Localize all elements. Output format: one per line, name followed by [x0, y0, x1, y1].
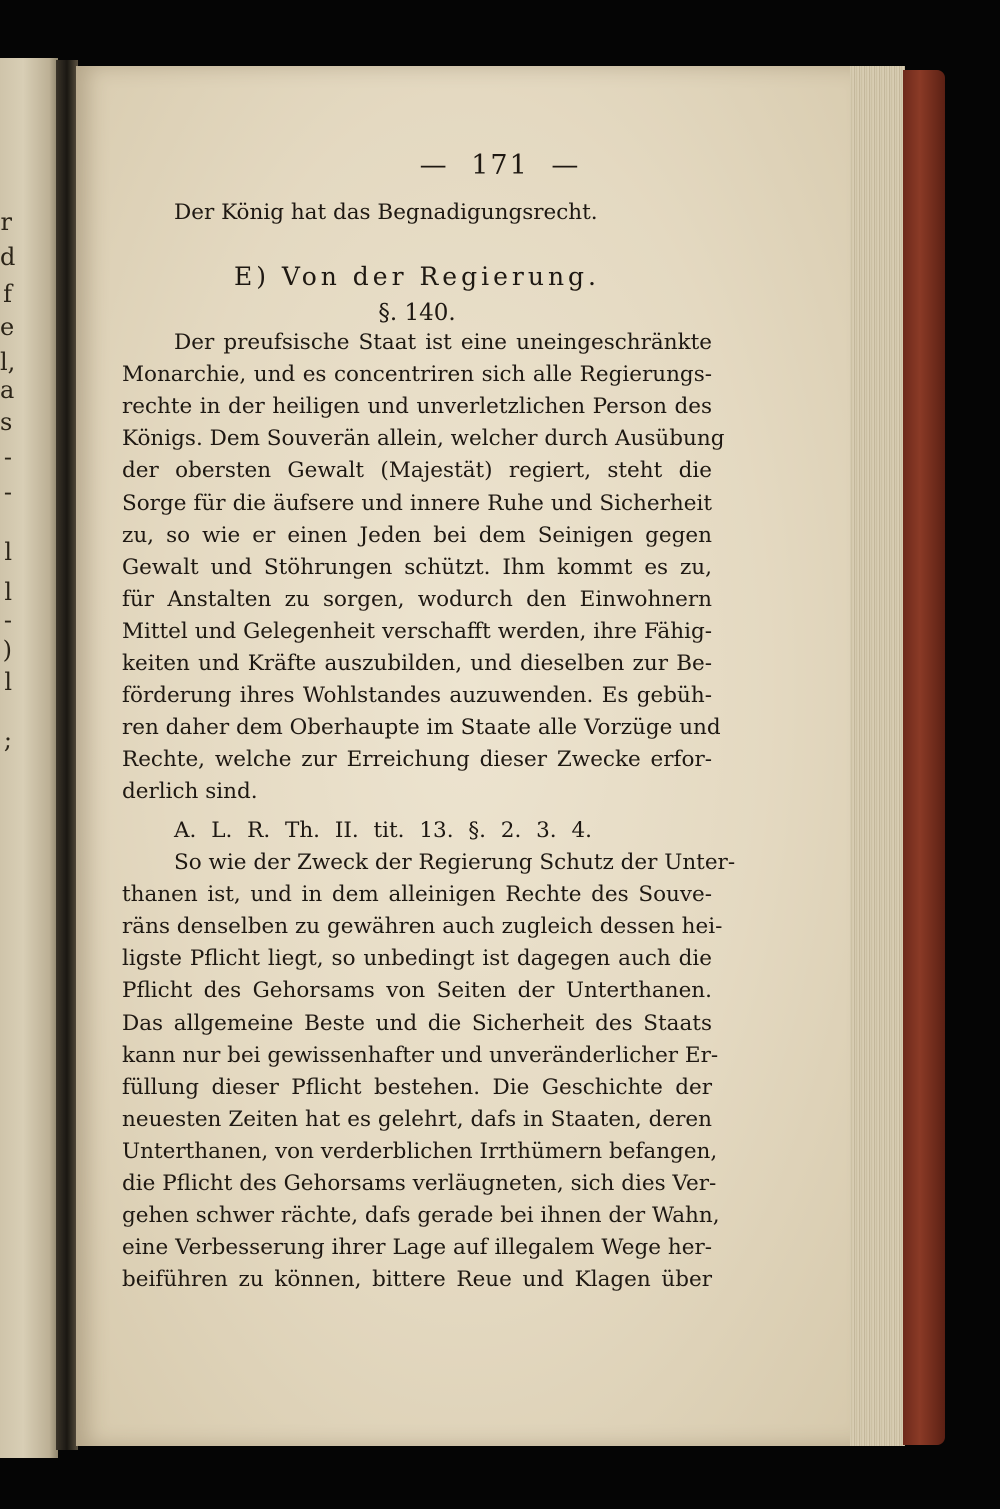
previous-page-fragment: e	[0, 313, 15, 341]
previous-page-fragment: s	[0, 408, 13, 436]
text-line: eine Verbesserung ihrer Lage auf illegalem Wege her-	[122, 1235, 712, 1261]
header-dash-left: —	[419, 150, 449, 181]
text-line: förderung ihres Wohlstandes auzuwenden. Es gebüh-	[122, 683, 712, 709]
previous-page-fragment: f	[3, 280, 12, 308]
text-line: räns denselben zu gewähren auch zugleich dessen hei-	[122, 914, 723, 940]
previous-page-fragment: l	[4, 578, 12, 606]
text-line: kann nur bei gewissenhafter und unveränderlicher Er-	[122, 1042, 719, 1068]
page-header	[0, 150, 1000, 181]
intro-line: Der König hat das Begnadigungsrecht.	[174, 200, 598, 225]
previous-page-fragment: l	[4, 668, 12, 696]
text-line: Monarchie, und es concentriren sich alle Regierungs-	[122, 362, 712, 388]
text-line: rechte in der heiligen und unverletzlichen Person des	[122, 394, 712, 420]
text-line: füllung dieser Pflicht bestehen. Die Geschichte der	[122, 1074, 712, 1100]
text-line: beiführen zu können, bittere Reue und Klagen über	[122, 1267, 712, 1293]
text-line: neuesten Zeiten hat es gelehrt, dafs in Staaten, deren	[122, 1106, 712, 1132]
text-line: Der preufsische Staat ist eine uneingeschränkte	[174, 330, 712, 355]
previous-page-fragment: l	[4, 538, 12, 566]
text-line: thanen ist, und in dem alleinigen Rechte des Souve-	[122, 882, 712, 908]
previous-page-fragment: -	[3, 443, 12, 471]
previous-page-fragment: l,	[0, 348, 16, 376]
text-line: derlich sind.	[122, 779, 258, 805]
text-line: zu, so wie er einen Jeden bei dem Seinigen gegen	[122, 522, 712, 548]
text-line: Gewalt und Stöhrungen schützt. Ihm kommt es zu,	[122, 554, 712, 580]
previous-page-fragment: r	[0, 208, 12, 236]
text-line: die Pflicht des Gehorsams verläugneten, sich dies Ver-	[122, 1171, 717, 1196]
paragraph-number: §. 140.	[378, 300, 456, 326]
text-line: Das allgemeine Beste und die Sicherheit des Staats	[122, 1010, 712, 1036]
previous-page-fragment: a	[0, 376, 15, 404]
previous-page-fragment: -	[3, 478, 12, 506]
text-line: Unterthanen, von verderblichen Irrthümern befangen,	[122, 1138, 718, 1164]
header-dash-right: —	[551, 150, 581, 181]
citation: A. L. R. Th. II. tit. 13. §. 2. 3. 4.	[174, 818, 592, 843]
text-line: für Anstalten zu sorgen, wodurch den Einwohnern	[122, 586, 712, 612]
previous-page-fragment: d	[0, 243, 16, 271]
text-line: gehen schwer rächte, dafs gerade bei ihnen der Wahn,	[122, 1203, 720, 1229]
section-heading: E) Von der Regierung.	[233, 262, 601, 291]
page-edges	[850, 66, 905, 1446]
book-gutter	[56, 60, 78, 1450]
text-line: Pflicht des Gehorsams von Seiten der Unterthanen.	[122, 978, 712, 1004]
text-line: Mittel und Gelegenheit verschafft werden, ihre Fähig-	[122, 618, 712, 644]
text-line: So wie der Zweck der Regierung Schutz der Unter-	[174, 850, 736, 875]
previous-page-fragment: )	[2, 636, 12, 664]
page-number: 171	[471, 150, 529, 181]
text-line: keiten und Kräfte auszubilden, und dieselben zur Be-	[122, 651, 712, 676]
text-line: Sorge für die äufsere und innere Ruhe und Sicherheit	[122, 490, 712, 516]
text-line: Königs. Dem Souverän allein, welcher durch Ausübung	[122, 426, 725, 452]
previous-page-fragment: -	[3, 606, 12, 634]
text-line: der obersten Gewalt (Majestät) regiert, steht die	[122, 458, 712, 484]
book-cover-edge	[903, 70, 945, 1445]
text-line: Rechte, welche zur Erreichung dieser Zwecke erfor-	[122, 747, 712, 773]
previous-page-edge	[0, 58, 58, 1458]
text-line: ren daher dem Oberhaupte im Staate alle Vorzüge und	[122, 715, 721, 741]
previous-page-fragment: ;	[3, 726, 12, 754]
text-line: ligste Pflicht liegt, so unbedingt ist dagegen auch die	[122, 946, 712, 972]
